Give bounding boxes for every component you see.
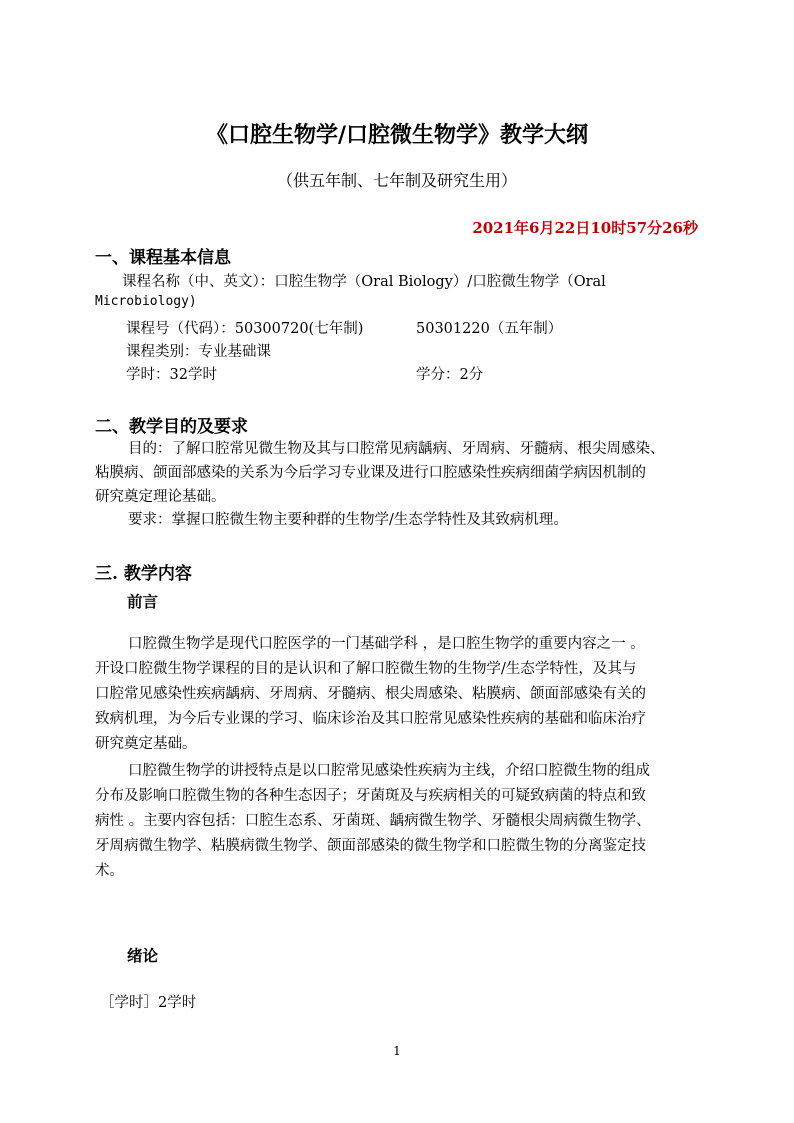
course-name-line2: Microbiology) xyxy=(95,294,197,309)
introduction-heading: 绪论 xyxy=(127,946,159,965)
preface-para1-line: 开设口腔微生物学课程的目的是认识和了解口腔微生物的生物学/生态学特性，及其与 xyxy=(95,661,637,677)
document-subtitle: （供五年制、七年制及研究生用） xyxy=(276,171,517,190)
section3-heading: 三. 教学内容 xyxy=(95,564,192,584)
section2-heading: 二、教学目的及要求 xyxy=(95,417,248,437)
preface-para1-line: 致病机理，为今后专业课的学习、临床诊治及其口腔常见感染性疾病的基础和临床治疗 xyxy=(95,711,646,727)
preface-para2-line: 病性 。主要内容包括：口腔生态系、牙菌斑、龋病微生物学、牙髓根尖周病微生物学、 xyxy=(95,813,651,829)
course-category: 课程类别：专业基础课 xyxy=(126,344,271,360)
goal-line: 目的：了解口腔常见微生物及其与口腔常见病龋病、牙周病、牙髓病、根尖周感染、 xyxy=(128,441,665,457)
course-code-five-year: 50301220（五年制） xyxy=(416,321,563,337)
course-hours: 学时：32学时 xyxy=(126,367,217,383)
page-number: 1 xyxy=(393,1044,401,1058)
preface-para2-line: 术。 xyxy=(95,863,124,879)
goal-line: 粘膜病、颌面部感染的关系为今后学习专业课及进行口腔感染性疾病细菌学病因机制的 xyxy=(95,465,646,481)
preface-para2-line: 口腔微生物学的讲授特点是以口腔常见感染性疾病为主线，介绍口腔微生物的组成 xyxy=(128,763,650,779)
preface-para2-line: 牙周病微生物学、粘膜病微生物学、颌面部感染的微生物学和口腔微生物的分离鉴定技 xyxy=(95,838,646,854)
preface-para2-line: 分布及影响口腔微生物的各种生态因子；牙菌斑及与疾病相关的可疑致病菌的特点和致 xyxy=(95,788,646,804)
course-code: 课程号（代码）：50300720(七年制) xyxy=(126,321,364,337)
course-name-line1: 课程名称（中、英文）：口腔生物学（Oral Biology）/口腔微生物学（Oral xyxy=(122,274,606,290)
timestamp: 2021年6月22日10时57分26秒 xyxy=(472,219,698,237)
section1-heading: 一、课程基本信息 xyxy=(95,248,231,268)
preface-para1-line: 口腔微生物学是现代口腔医学的一门基础学科 ，是口腔生物学的重要内容之一 。 xyxy=(128,636,645,652)
introduction-hours: ［学时］2学时 xyxy=(100,995,197,1011)
preface-heading: 前言 xyxy=(127,592,159,611)
goal-line: 研究奠定理论基础。 xyxy=(95,489,226,505)
preface-para1-line: 口腔常见感染性疾病龋病、牙周病、牙髓病、根尖周感染、粘膜病、颌面部感染有关的 xyxy=(95,686,646,702)
document-title: 《口腔生物学/口腔微生物学》教学大纲 xyxy=(205,122,589,148)
requirement: 要求：掌握口腔微生物主要种群的生物学/生态学特性及其致病机理。 xyxy=(128,512,568,528)
course-credits: 学分：2分 xyxy=(416,367,484,383)
preface-para1-line: 研究奠定基础。 xyxy=(95,736,197,752)
